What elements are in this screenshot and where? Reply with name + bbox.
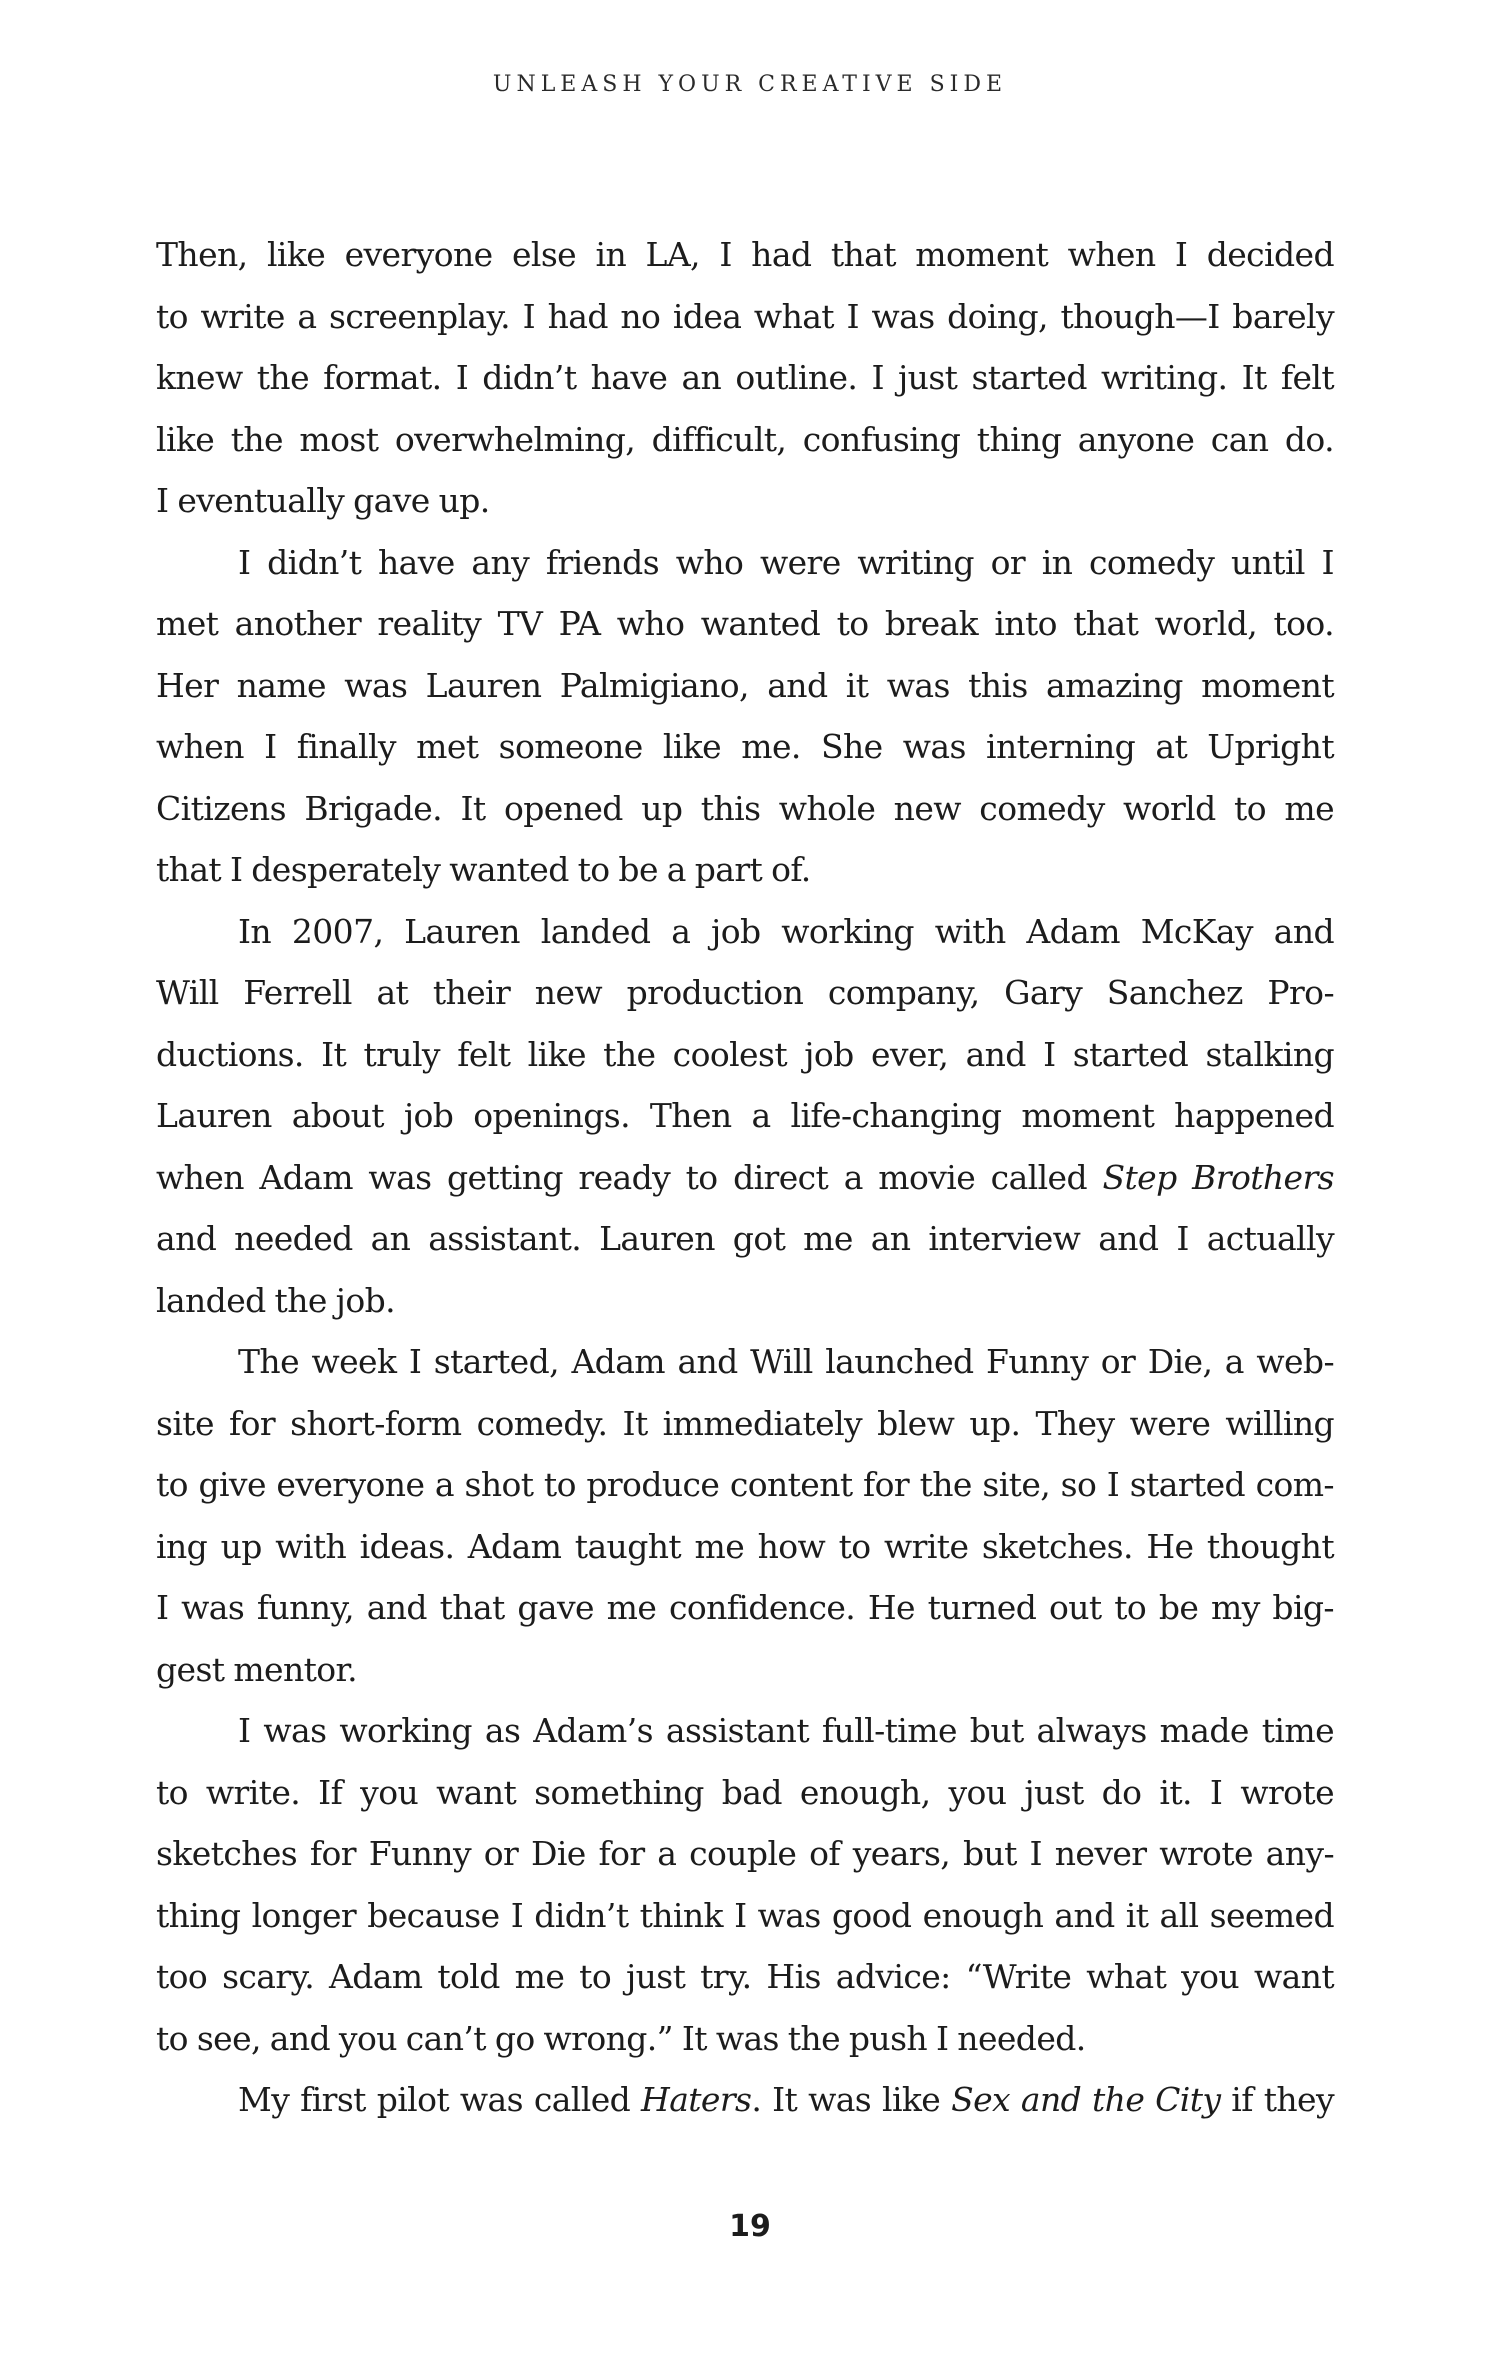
text-line: to see, and you can’t go wrong.” It was the push I needed. [156,2018,1086,2058]
text-line: met another reality TV PA who wanted to break into that world, too. [156,604,1334,643]
text-line: Her name was Lauren Palmigiano, and it was this amazing moment [156,665,1334,705]
text-line: The week I started, Adam and Will launched Funny or Die, a web- [238,1342,1334,1381]
book-title-step-brothers: Step Brothers [1102,1157,1334,1197]
text-line: gest mentor. [156,1649,357,1689]
paragraph-2 [156,532,1334,901]
text-line: too scary. Adam told me to just try. His advice: “Write what you want [156,1957,1334,1996]
body-text [156,224,1334,2131]
text-line: that I desperately wanted to be a part of. [156,850,811,889]
paragraph-5 [156,1700,1334,2069]
paragraph-3 [156,901,1334,1332]
text-line: I didn’t have any friends who were writing or in comedy until I [238,542,1334,582]
text-run: when Adam was getting ready to direct a movie called [156,1157,1103,1197]
text-line: like the most overwhelming, difficult, confusing thing anyone can do. [156,419,1334,459]
text-line [156,2069,1334,2131]
paragraph-1 [156,224,1334,532]
title-haters: Haters [641,2080,752,2119]
running-head: UNLEASH YOUR CREATIVE SIDE [492,72,1008,97]
text-line: Lauren about job openings. Then a life-changing moment happened [156,1096,1334,1135]
text-line: I was working as Adam’s assistant full-time but always made time [238,1711,1334,1750]
text-run: . It was like [751,2080,952,2119]
text-line: thing longer because I didn’t think I was good enough and it all seemed [156,1895,1334,1935]
text-line: ing up with ideas. Adam taught me how to write sketches. He thought [156,1526,1334,1566]
title-sex-and-the-city: Sex and the City [951,2080,1221,2119]
text-line: sketches for Funny or Die for a couple of years, but I never wrote any- [156,1834,1334,1873]
text-run: if they [1220,2080,1334,2119]
text-line: Will Ferrell at their new production company, Gary Sanchez Pro- [156,973,1334,1012]
text-line: Then, like everyone else in LA, I had that moment when I decided [156,235,1334,274]
text-line: I was funny, and that gave me confidence. He turned out to be my big- [156,1588,1334,1627]
text-line: landed the job. [156,1280,395,1320]
text-run: My first pilot was called [238,2080,642,2119]
text-line: In 2007, Lauren landed a job working with Adam McKay and [238,911,1334,951]
text-line: site for short-form comedy. It immediately blew up. They were willing [156,1403,1334,1443]
text-line: Citizens Brigade. It opened up this whole new comedy world to me [156,788,1334,828]
text-line: and needed an assistant. Lauren got me an interview and I actually [156,1219,1334,1258]
page-number: 19 [729,2209,771,2244]
text-line: to write. If you want something bad enough, you just do it. I wrote [156,1772,1334,1812]
text-line: to write a screenplay. I had no idea what I was doing, though—I barely [156,296,1334,336]
paragraph-4 [156,1331,1334,1700]
text-line: knew the format. I didn’t have an outline. I just started writing. It felt [156,358,1334,397]
text-line: to give everyone a shot to produce content for the site, so I started com- [156,1465,1334,1504]
text-line-step-brothers [156,1147,1334,1209]
text-line: when I finally met someone like me. She was interning at Upright [156,727,1334,766]
paragraph-6 [156,2069,1334,2131]
text-line: I eventually gave up. [156,481,490,520]
text-line: ductions. It truly felt like the coolest job ever, and I started stalking [156,1034,1334,1074]
